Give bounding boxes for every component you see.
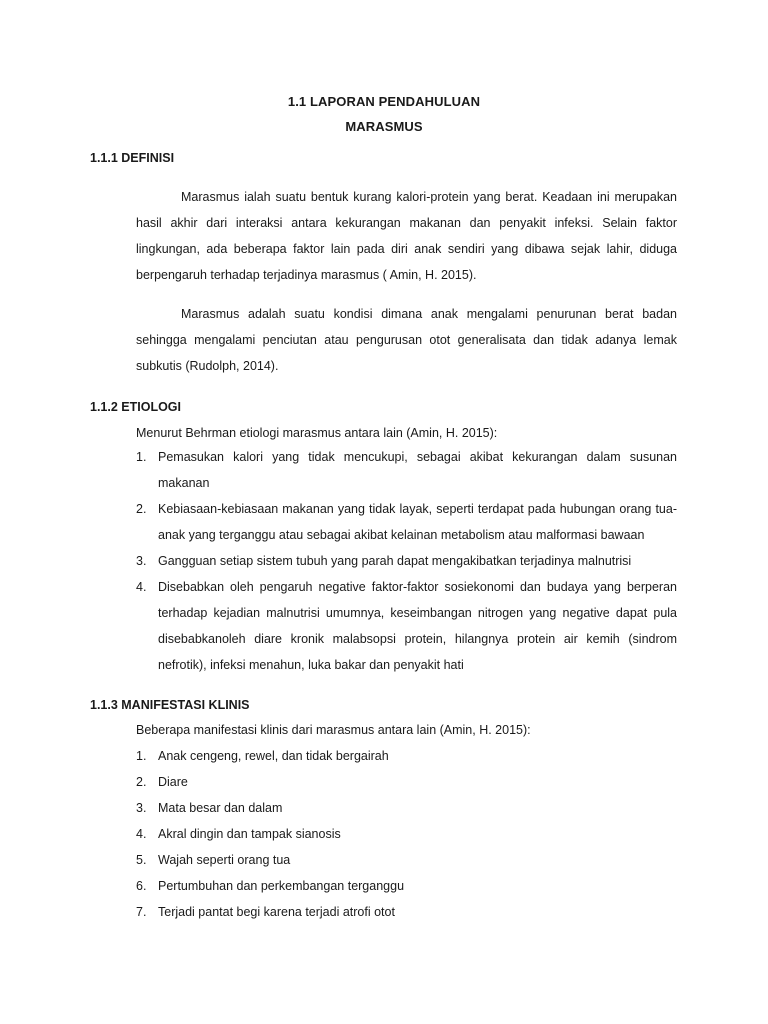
definisi-paragraph-1: Marasmus ialah suatu bentuk kurang kalori-protein yang berat. Keadaan ini merupakan hasil akhir dari interaksi antara kekurangan makanan dan penyakit infeksi. Selain faktor lingkungan, ada beberapa faktor lain pada diri anak sendiri yang dibawa sejak lahir, diduga berpengaruh terhadap terjadinya marasmus ( Amin, H. 2015). — [136, 190, 677, 282]
list-item-number: 6. — [136, 879, 147, 893]
list-item-number: 1. — [136, 450, 147, 464]
document-title: 1.1 LAPORAN PENDAHULUAN — [287, 94, 481, 109]
list-item-number: 4. — [136, 827, 147, 841]
list-item — [136, 821, 677, 847]
manifestasi-list — [136, 743, 677, 925]
list-item — [136, 847, 677, 873]
list-item — [136, 496, 677, 548]
manifestasi-intro: Beberapa manifestasi klinis dari marasmus antara lain (Amin, H. 2015): — [136, 723, 531, 737]
list-item-number: 1. — [136, 749, 147, 763]
etiologi-intro: Menurut Behrman etiologi marasmus antara lain (Amin, H. 2015): — [136, 426, 498, 440]
document-subtitle: MARASMUS — [345, 119, 423, 134]
list-item-number: 7. — [136, 905, 147, 919]
list-item-number: 2. — [136, 775, 147, 789]
list-item-number: 3. — [136, 801, 147, 815]
list-item-text: Diare — [158, 775, 188, 789]
list-item-text: Wajah seperti orang tua — [158, 853, 291, 867]
section-heading-etiologi: 1.1.2 ETIOLOGI — [90, 400, 181, 414]
list-item — [136, 743, 677, 769]
list-item-text: Anak cengeng, rewel, dan tidak bergairah — [158, 749, 389, 763]
list-item-number: 3. — [136, 554, 147, 568]
list-item — [136, 574, 677, 678]
list-item-text: Pemasukan kalori yang tidak mencukupi, sebagai akibat kekurangan dalam susunan makanan — [158, 450, 677, 490]
list-item — [136, 548, 677, 574]
list-item — [136, 795, 677, 821]
etiologi-list — [136, 444, 677, 678]
list-item — [136, 873, 677, 899]
list-item-number: 5. — [136, 853, 147, 867]
list-item-number: 4. — [136, 580, 147, 594]
list-item-text: Disebabkan oleh pengaruh negative faktor-faktor sosiekonomi dan budaya yang berperan terhadap kejadian malnutrisi umumnya, keseimbangan nitrogen yang negative dapat pula disebabkanoleh diare kronik malabsopsi protein, hilangnya protein air kemih (sindrom nefrotik), infeksi menahun, luka bakar dan penyakit hati — [158, 580, 677, 672]
section-heading-definisi: 1.1.1 DEFINISI — [90, 151, 175, 165]
list-item — [136, 769, 677, 795]
list-item-text: Kebiasaan-kebiasaan makanan yang tidak layak, seperti terdapat pada hubungan orang tua-anak yang terganggu atau sebagai akibat kelainan metabolism atau malformasi bawaan — [158, 502, 677, 542]
list-item-number: 2. — [136, 502, 147, 516]
list-item-text: Gangguan setiap sistem tubuh yang parah dapat mengakibatkan terjadinya malnutrisi — [158, 554, 632, 568]
list-item-text: Pertumbuhan dan perkembangan terganggu — [158, 879, 405, 893]
list-item-text: Terjadi pantat begi karena terjadi atrofi otot — [158, 905, 395, 919]
list-item-text: Akral dingin dan tampak sianosis — [158, 827, 341, 841]
section-heading-manifestasi: 1.1.3 MANIFESTASI KLINIS — [90, 698, 250, 712]
list-item — [136, 444, 677, 496]
list-item — [136, 899, 677, 925]
list-item-text: Mata besar dan dalam — [158, 801, 283, 815]
definisi-paragraph-2: Marasmus adalah suatu kondisi dimana anak mengalami penurunan berat badan sehingga mengalami penciutan atau pengurusan otot generalisata dan tidak adanya lemak subkutis (Rudolph, 2014). — [136, 307, 677, 373]
